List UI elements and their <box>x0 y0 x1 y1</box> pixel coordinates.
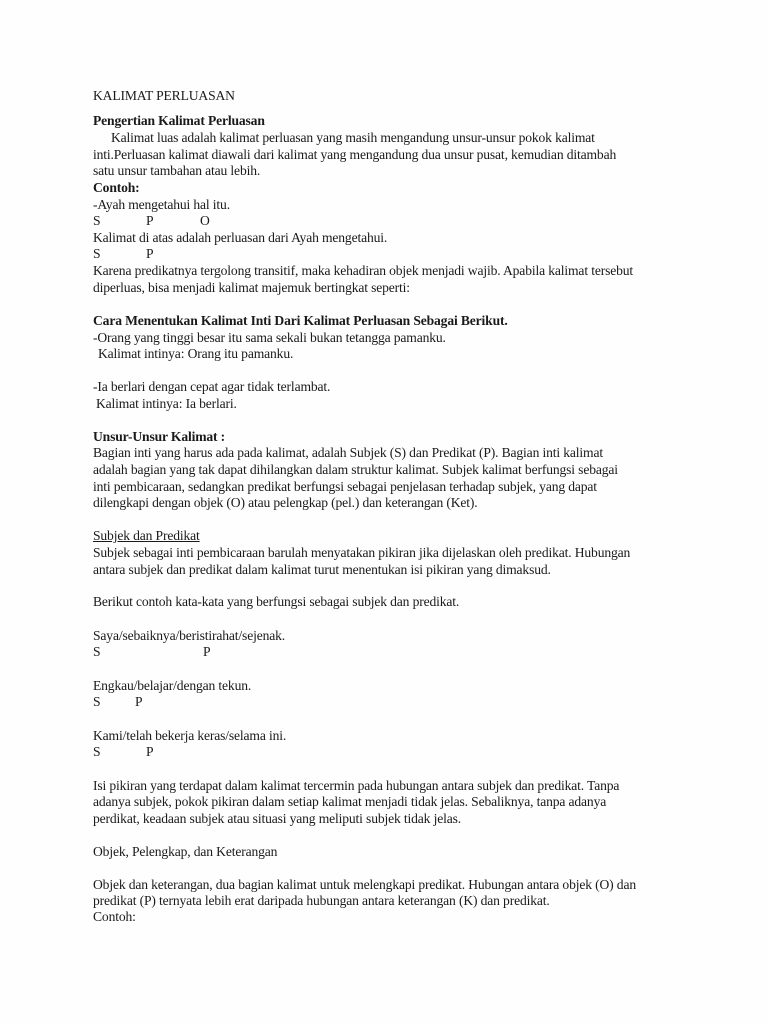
paragraph-line: Subjek sebagai inti pembicaraan barulah menyatakan pikiran jika dijelaskan oleh predikat. Hubungan <box>93 545 631 560</box>
kalimat-inti: Kalimat intinya: Orang itu pamanku. <box>98 346 294 361</box>
paragraph-line: Karena predikatnya tergolong transitif, maka kehadiran objek menjadi wajib. Apabila kalimat tersebut <box>93 263 634 278</box>
contoh-label: Contoh: <box>93 909 136 924</box>
paragraph-line: perdikat, keadaan subjek atau situasi yang meliputi subjek tidak jelas. <box>93 811 461 826</box>
document-title: KALIMAT PERLUASAN <box>93 88 235 103</box>
paragraph-line: inti.Perluasan kalimat diawali dari kalimat yang mengandung dua unsur pusat, kemudian ditambah <box>93 147 617 162</box>
example-sentence: Saya/sebaiknya/beristirahat/sejenak. <box>93 628 286 643</box>
contoh-label: Contoh: <box>93 180 140 195</box>
marker-object: O <box>200 213 210 228</box>
example-sentence: Kami/telah bekerja keras/selama ini. <box>93 728 287 743</box>
marker-predicate: P <box>146 213 154 228</box>
marker-predicate: P <box>146 744 154 759</box>
marker-subject: S <box>93 213 101 228</box>
paragraph-line: adanya subjek, pokok pikiran dalam setiap kalimat menjadi tidak jelas. Sebaliknya, tanpa adanya <box>93 794 607 809</box>
marker-predicate: P <box>146 246 154 261</box>
paragraph-line: Objek dan keterangan, dua bagian kalimat untuk melengkapi predikat. Hubungan antara objek (O) dan <box>93 877 636 892</box>
paragraph-line: adalah bagian yang tak dapat dihilangkan dalam struktur kalimat. Subjek kalimat berfungsi sebagai <box>93 462 618 477</box>
example-sentence: Kalimat di atas adalah perluasan dari Ayah mengetahui. <box>93 230 388 245</box>
example-sentence: -Ayah mengetahui hal itu. <box>93 197 230 212</box>
example-sentence: -Orang yang tinggi besar itu sama sekali bukan tetangga pamanku. <box>93 330 446 345</box>
section-heading-objek: Objek, Pelengkap, dan Keterangan <box>93 844 278 859</box>
section-heading-subjek-predikat: Subjek dan Predikat <box>93 528 200 543</box>
marker-predicate: P <box>135 694 143 709</box>
marker-subject: S <box>93 694 101 709</box>
paragraph-line: diperluas, bisa menjadi kalimat majemuk bertingkat seperti: <box>93 280 410 295</box>
paragraph-line: satu unsur tambahan atau lebih. <box>93 163 261 178</box>
example-sentence: -Ia berlari dengan cepat agar tidak terlambat. <box>93 379 331 394</box>
marker-subject: S <box>93 246 101 261</box>
marker-predicate: P <box>203 644 211 659</box>
paragraph-line: inti pembicaraan, sedangkan predikat berfungsi sebagai penjelasan terhadap subjek, yang dapat <box>93 479 597 494</box>
paragraph-line: Isi pikiran yang terdapat dalam kalimat tercermin pada hubungan antara subjek dan predikat. Tanpa <box>93 778 620 793</box>
section-heading-unsur: Unsur-Unsur Kalimat : <box>93 429 226 444</box>
section-heading-cara: Cara Menentukan Kalimat Inti Dari Kalimat Perluasan Sebagai Berikut. <box>93 313 508 328</box>
paragraph-line: dilengkapi dengan objek (O) atau pelengkap (pel.) dan keterangan (Ket). <box>93 495 478 510</box>
paragraph-line: Kalimat luas adalah kalimat perluasan yang masih mengandung unsur-unsur pokok kalimat <box>111 130 595 145</box>
example-sentence: Engkau/belajar/dengan tekun. <box>93 678 252 693</box>
kalimat-inti: Kalimat intinya: Ia berlari. <box>96 396 237 411</box>
paragraph-line: Bagian inti yang harus ada pada kalimat, adalah Subjek (S) dan Predikat (P). Bagian inti kalimat <box>93 445 603 460</box>
section-heading-pengertian: Pengertian Kalimat Perluasan <box>93 113 265 128</box>
marker-subject: S <box>93 644 101 659</box>
paragraph-line: Berikut contoh kata-kata yang berfungsi sebagai subjek dan predikat. <box>93 594 460 609</box>
paragraph-line: antara subjek dan predikat dalam kalimat turut menentukan isi pikiran yang dimaksud. <box>93 562 551 577</box>
marker-subject: S <box>93 744 101 759</box>
paragraph-line: predikat (P) ternyata lebih erat daripada hubungan antara keterangan (K) dan predikat. <box>93 893 550 908</box>
